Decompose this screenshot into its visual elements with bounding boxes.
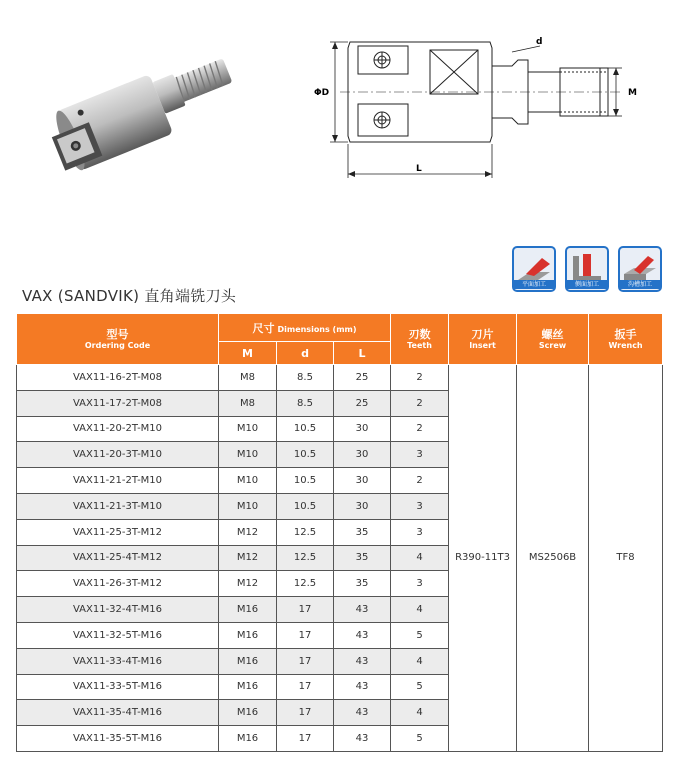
- cell-d: 12.5: [277, 519, 334, 545]
- header-d: d: [277, 342, 334, 365]
- cell-code: VAX11-25-3T-M12: [17, 519, 219, 545]
- cell-teeth: 2: [391, 468, 449, 494]
- cell-teeth: 3: [391, 493, 449, 519]
- cell-d: 17: [277, 700, 334, 726]
- cell-code: VAX11-17-2T-M08: [17, 390, 219, 416]
- cell-teeth: 4: [391, 545, 449, 571]
- cell-l: 43: [334, 622, 391, 648]
- cell-teeth: 5: [391, 726, 449, 752]
- header-dimensions: 尺寸 Dimensions (mm): [219, 314, 391, 342]
- cell-d: 17: [277, 726, 334, 752]
- table-row: [17, 365, 663, 391]
- side-milling-icon: 侧面加工: [565, 246, 609, 292]
- cell-code: VAX11-33-5T-M16: [17, 674, 219, 700]
- cell-l: 35: [334, 545, 391, 571]
- header-m: M: [219, 342, 277, 365]
- cell-code: VAX11-35-4T-M16: [17, 700, 219, 726]
- cell-d: 10.5: [277, 416, 334, 442]
- cell-teeth: 2: [391, 365, 449, 391]
- cell-l: 43: [334, 726, 391, 752]
- cell-d: 17: [277, 674, 334, 700]
- cell-l: 35: [334, 519, 391, 545]
- cell-l: 43: [334, 648, 391, 674]
- cell-teeth: 2: [391, 416, 449, 442]
- header-insert: 刀片 Insert: [449, 314, 517, 365]
- cell-d: 17: [277, 648, 334, 674]
- cell-code: VAX11-35-5T-M16: [17, 726, 219, 752]
- cell-code: VAX11-32-4T-M16: [17, 597, 219, 623]
- cell-l: 43: [334, 674, 391, 700]
- cell-m: M10: [219, 416, 277, 442]
- header-screw: 螺丝 Screw: [517, 314, 589, 365]
- cell-insert: R390-11T3: [449, 365, 517, 752]
- cell-l: 30: [334, 493, 391, 519]
- face-milling-icon: 平面加工: [512, 246, 556, 292]
- header-model: 型号 Ordering Code: [17, 314, 219, 365]
- cell-d: 12.5: [277, 545, 334, 571]
- page-title: VAX (SANDVIK) 直角端铣刀头: [22, 287, 237, 305]
- cell-m: M12: [219, 545, 277, 571]
- dim-label-M: M: [628, 88, 637, 98]
- cell-l: 30: [334, 468, 391, 494]
- cell-code: VAX11-21-2T-M10: [17, 468, 219, 494]
- cell-m: M16: [219, 700, 277, 726]
- cell-code: VAX11-20-3T-M10: [17, 442, 219, 468]
- cell-code: VAX11-32-5T-M16: [17, 622, 219, 648]
- product-photo: [46, 48, 246, 178]
- cell-d: 17: [277, 622, 334, 648]
- cell-d: 8.5: [277, 365, 334, 391]
- cell-teeth: 3: [391, 442, 449, 468]
- cell-l: 43: [334, 700, 391, 726]
- cell-screw: MS2506B: [517, 365, 589, 752]
- cell-m: M10: [219, 493, 277, 519]
- cell-d: 12.5: [277, 571, 334, 597]
- cell-l: 30: [334, 416, 391, 442]
- cell-code: VAX11-25-4T-M12: [17, 545, 219, 571]
- cell-l: 43: [334, 597, 391, 623]
- cell-teeth: 3: [391, 519, 449, 545]
- technical-drawing: [300, 32, 650, 182]
- cell-m: M16: [219, 597, 277, 623]
- cell-m: M10: [219, 468, 277, 494]
- cell-l: 35: [334, 571, 391, 597]
- cell-m: M16: [219, 726, 277, 752]
- cell-d: 10.5: [277, 442, 334, 468]
- header-l: L: [334, 342, 391, 365]
- cell-wrench: TF8: [589, 365, 663, 752]
- machining-icons: [512, 246, 662, 292]
- cell-m: M12: [219, 571, 277, 597]
- cell-code: VAX11-26-3T-M12: [17, 571, 219, 597]
- cell-m: M8: [219, 390, 277, 416]
- cell-teeth: 4: [391, 648, 449, 674]
- spec-table: [16, 313, 663, 752]
- cell-code: VAX11-33-4T-M16: [17, 648, 219, 674]
- cell-m: M16: [219, 674, 277, 700]
- slot-milling-icon: 沟槽加工: [618, 246, 662, 292]
- cell-m: M10: [219, 442, 277, 468]
- dim-label-D: ΦD: [314, 88, 330, 98]
- cell-d: 17: [277, 597, 334, 623]
- cell-l: 25: [334, 365, 391, 391]
- cell-teeth: 4: [391, 597, 449, 623]
- cell-l: 25: [334, 390, 391, 416]
- dim-label-d: d: [536, 37, 543, 47]
- cell-teeth: 3: [391, 571, 449, 597]
- cell-m: M12: [219, 519, 277, 545]
- cell-m: M8: [219, 365, 277, 391]
- header-wrench: 扳手 Wrench: [589, 314, 663, 365]
- cell-m: M16: [219, 622, 277, 648]
- cell-teeth: 4: [391, 700, 449, 726]
- cell-d: 10.5: [277, 493, 334, 519]
- cell-code: VAX11-16-2T-M08: [17, 365, 219, 391]
- cell-m: M16: [219, 648, 277, 674]
- cell-code: VAX11-20-2T-M10: [17, 416, 219, 442]
- cell-d: 10.5: [277, 468, 334, 494]
- cell-teeth: 2: [391, 390, 449, 416]
- cell-l: 30: [334, 442, 391, 468]
- header-teeth: 刃数 Teeth: [391, 314, 449, 365]
- cell-teeth: 5: [391, 622, 449, 648]
- cell-d: 8.5: [277, 390, 334, 416]
- cell-code: VAX11-21-3T-M10: [17, 493, 219, 519]
- cell-teeth: 5: [391, 674, 449, 700]
- dim-label-L: L: [416, 164, 422, 174]
